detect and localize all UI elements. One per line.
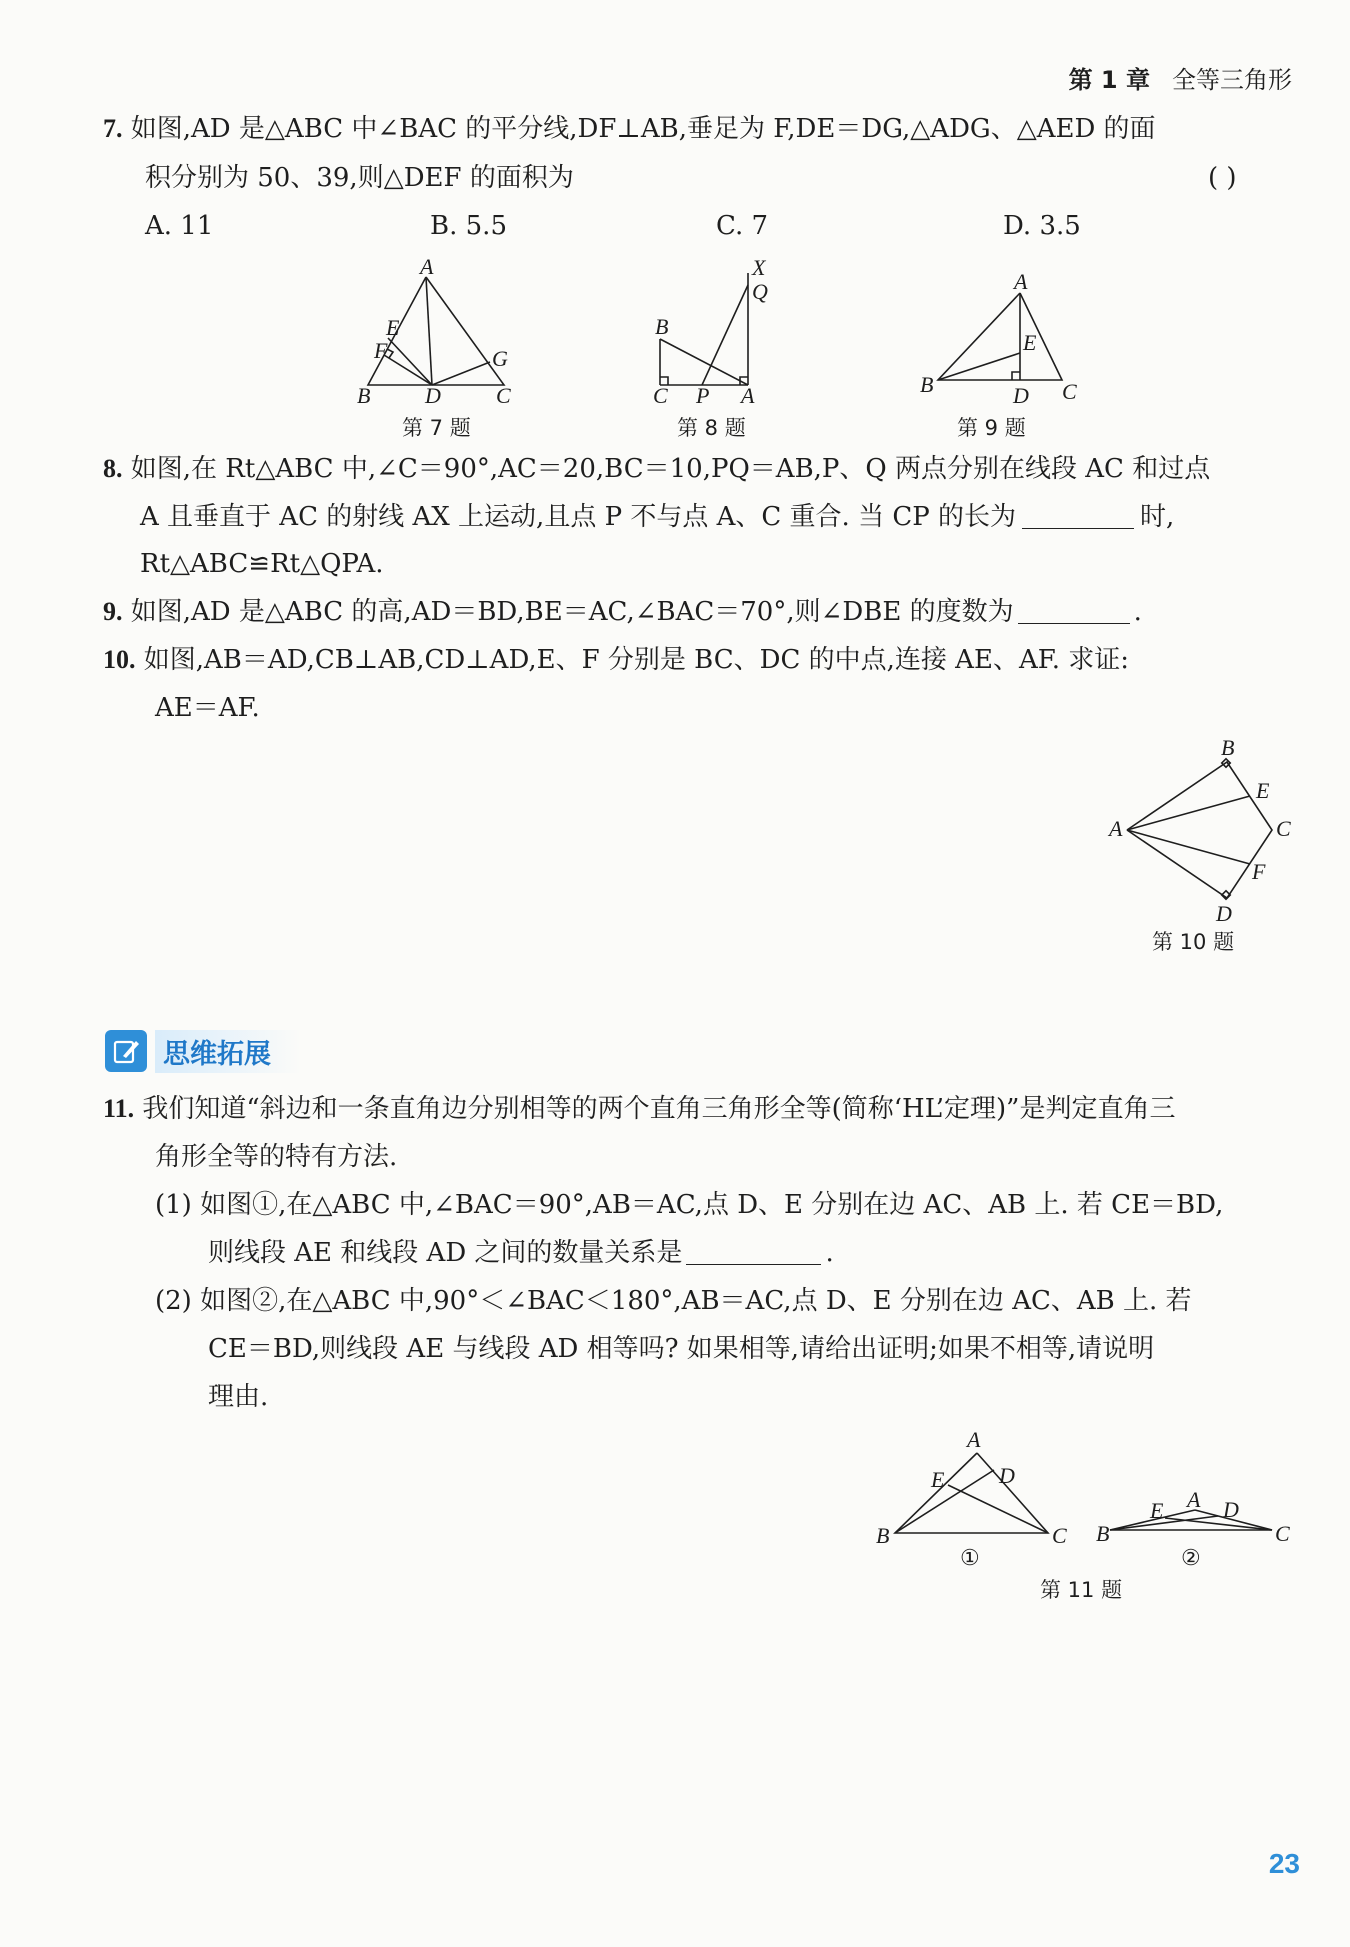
figure-11-caption: 第 11 题 (1040, 1578, 1123, 1602)
question-11-part-2-line-2: CE＝BD,则线段 AE 与线段 AD 相等吗? 如果相等,请给出证明;如果不相等,请说明 (208, 1334, 1155, 1364)
answer-blank[interactable] (1018, 597, 1130, 624)
label-e: E (1256, 778, 1270, 803)
option-d: D. 3.5 (1003, 211, 1081, 241)
label-x: X (752, 255, 766, 280)
question-end: . (825, 1238, 834, 1268)
label-c: C (496, 383, 511, 405)
question-number: 8. (103, 454, 123, 483)
figure-7 (340, 255, 530, 405)
label-e: E (1150, 1498, 1164, 1523)
question-number: 11. (103, 1094, 135, 1123)
option-b: B. 5.5 (430, 211, 507, 241)
answer-paren: ( ) (1208, 163, 1237, 193)
question-7-line-1 (103, 111, 1156, 147)
question-11-part-2-line-3: 理由. (208, 1382, 269, 1412)
figure-mark-2: ② (1181, 1545, 1201, 1570)
label-a: A (1187, 1487, 1201, 1512)
label-g: G (492, 346, 508, 371)
chapter-header (1069, 60, 1292, 95)
figure-10 (1100, 735, 1300, 930)
figure-9-caption: 第 9 题 (957, 416, 1026, 440)
label-a: A (1014, 269, 1028, 294)
label-d: D (1013, 383, 1029, 405)
label-e: E (1023, 330, 1037, 355)
label-c: C (1052, 1523, 1067, 1548)
label-b: B (876, 1523, 890, 1548)
question-10-line-2: AE＝AF. (155, 693, 260, 723)
question-8-line-3: Rt△ABC≌Rt△QPA. (140, 549, 384, 579)
label-c: C (653, 383, 668, 405)
figure-8 (640, 255, 770, 405)
question-number: 10. (103, 645, 136, 674)
label-a: A (741, 383, 755, 405)
question-8-line-1 (103, 451, 1210, 487)
question-11-line-1 (103, 1091, 1175, 1127)
label-c: C (1062, 379, 1077, 404)
label-d: D (1216, 901, 1232, 926)
question-text-end: 时, (1140, 502, 1175, 532)
label-b: B (655, 314, 669, 339)
question-number: 9. (103, 597, 123, 626)
question-text: 如图,AB＝AD,CB⊥AB,CD⊥AD,E、F 分别是 BC、DC 的中点,连接 AE、AF. 求证: (143, 645, 1129, 675)
question-9-line-1 (103, 594, 1142, 630)
label-a: A (967, 1427, 981, 1452)
question-11-line-2: 角形全等的特有方法. (155, 1142, 398, 1172)
question-11-part-2-line-1: (2) 如图②,在△ABC 中,90°＜∠BAC＜180°,AB＝AC,点 D、E 分别在边 AC、AB 上. 若 (155, 1286, 1192, 1316)
figure-mark-1: ① (960, 1545, 980, 1570)
section-title: 思维拓展 (155, 1030, 301, 1073)
question-text: 我们知道“斜边和一条直角边分别相等的两个直角三角形全等(简称‘HL’定理)”是判定直角三 (142, 1094, 1176, 1124)
label-b: B (920, 372, 934, 397)
label-q: Q (752, 279, 768, 304)
label-a: A (1109, 816, 1123, 841)
figure-11 (865, 1425, 1295, 1575)
figure-10-caption: 第 10 题 (1152, 930, 1235, 954)
label-c: C (1275, 1521, 1290, 1546)
question-number: 7. (103, 114, 123, 143)
label-b: B (1221, 735, 1235, 760)
label-e: E (386, 315, 400, 340)
label-d: D (1223, 1497, 1239, 1522)
question-11-part-1-line-1: (1) 如图①,在△ABC 中,∠BAC＝90°,AB＝AC,点 D、E 分别在边 AC、AB 上. 若 CE＝BD, (155, 1190, 1224, 1220)
option-a: A. 11 (145, 211, 214, 241)
question-11-part-1-line-2 (208, 1235, 834, 1271)
figure-8-caption: 第 8 题 (677, 416, 746, 440)
page-number: 23 (1268, 1848, 1300, 1879)
label-e: E (931, 1467, 945, 1492)
question-text: 如图,在 Rt△ABC 中,∠C＝90°,AC＝20,BC＝10,PQ＝AB,P、Q 两点分别在线段 AC 和过点 (130, 454, 1211, 484)
label-b: B (357, 383, 371, 405)
figure-7-caption: 第 7 题 (402, 416, 471, 440)
chapter-number: 第 1 章 (1068, 66, 1150, 94)
section-header (105, 1027, 405, 1075)
question-text: 如图,AD 是△ABC 中∠BAC 的平分线,DF⊥AB,垂足为 F,DE＝DG,△ADG、△AED 的面 (130, 114, 1156, 144)
label-d: D (425, 383, 441, 405)
label-d: D (999, 1463, 1015, 1488)
question-7-line-2: 积分别为 50、39,则△DEF 的面积为 (145, 163, 574, 193)
question-10-line-1 (103, 642, 1129, 678)
figure-9 (900, 255, 1090, 405)
question-8-line-2 (140, 499, 1174, 535)
answer-blank[interactable] (686, 1238, 821, 1265)
label-f: F (1252, 859, 1266, 884)
pencil-note-icon (105, 1030, 147, 1072)
question-text: 则线段 AE 和线段 AD 之间的数量关系是 (208, 1238, 683, 1268)
chapter-title: 全等三角形 (1172, 66, 1292, 94)
label-b: B (1096, 1521, 1110, 1546)
question-end: . (1133, 597, 1142, 627)
label-a: A (420, 255, 434, 279)
label-p: P (696, 383, 710, 405)
answer-blank[interactable] (1022, 502, 1134, 529)
label-c: C (1276, 816, 1291, 841)
question-text: 如图,AD 是△ABC 的高,AD＝BD,BE＝AC,∠BAC＝70°,则∠DBE 的度数为 (130, 597, 1014, 627)
option-c: C. 7 (716, 211, 769, 241)
label-f: F (374, 338, 388, 363)
question-text: A 且垂直于 AC 的射线 AX 上运动,且点 P 不与点 A、C 重合. 当 CP 的长为 (140, 502, 1016, 532)
